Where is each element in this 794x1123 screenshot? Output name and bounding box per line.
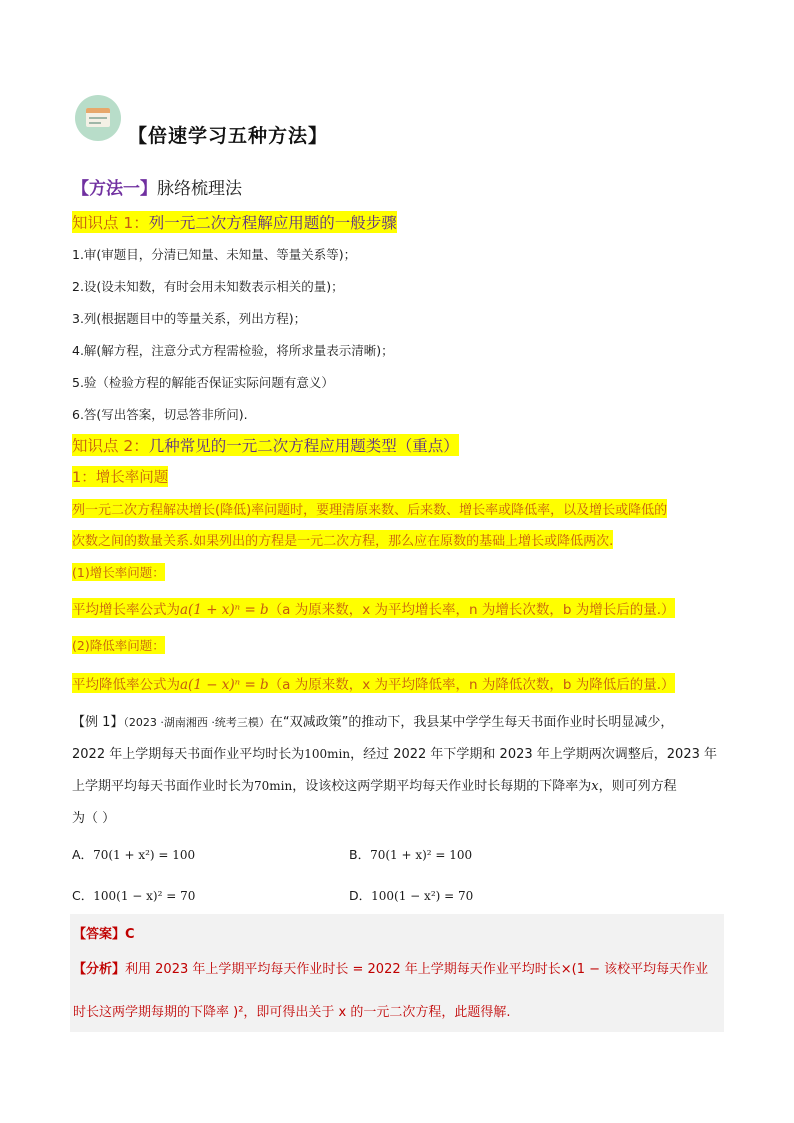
- intro-line-2: 次数之间的数量关系.如果列出的方程是一元二次方程，那么应在原数的基础上增长或降低两次.: [72, 530, 613, 549]
- example-text-3c: ，则可列方程: [598, 779, 677, 794]
- analysis-line-1: [73, 958, 708, 977]
- decline-prefix: 平均降低率公式为: [72, 677, 180, 693]
- growth-prefix: 平均增长率公式为: [72, 602, 180, 618]
- answer-box: [70, 914, 724, 1032]
- decline-label: (2)降低率问题：: [72, 638, 165, 653]
- book-icon: [75, 95, 121, 141]
- example-line-3: [72, 775, 677, 794]
- growth-label: (1)增长率问题：: [72, 565, 165, 580]
- method-label: 【方法一】: [72, 179, 157, 199]
- page-title: 【倍速学习五种方法】: [128, 125, 329, 147]
- kp2-title: 几种常见的一元二次方程应用题类型（重点）: [148, 437, 459, 455]
- type1-label: 1：增长率问题: [72, 466, 168, 487]
- option-a-key: A．: [72, 847, 94, 862]
- kp1-title: 列一元二次方程解应用题的一般步骤: [148, 214, 397, 232]
- method-heading: [72, 174, 242, 199]
- example-text-3b: ，设该校这两学期平均每天作业时长每期的下降率为: [292, 779, 592, 794]
- option-c-key: C．: [72, 888, 94, 903]
- analysis-label: 【分析】: [73, 962, 126, 977]
- example-source: （2023 ·湖南湘西 ·统考三模）: [123, 716, 270, 729]
- answer-label: 【答案】: [73, 927, 126, 942]
- option-a-expr: 70(1 + x²) = 100: [93, 848, 196, 862]
- option-d[interactable]: [349, 886, 473, 904]
- step-1: 1.审(审题目，分清已知量、未知量、等量关系等)；: [72, 247, 357, 262]
- step-4: 4.解(解方程，注意分式方程需检验，将所求量表示清晰)；: [72, 343, 394, 358]
- step-3: 3.列(根据题目中的等量关系，列出方程)；: [72, 311, 307, 326]
- example-text-2a: 2022 年上学期每天书面作业平均时长为: [72, 747, 305, 762]
- example-value-1: 100min: [304, 747, 351, 761]
- method-name: 脉络梳理法: [157, 179, 242, 199]
- answer-value: C: [125, 927, 135, 942]
- kp2-label: 知识点 2：: [72, 437, 149, 455]
- step-5: 5.验（检验方程的解能否保证实际问题有意义）: [72, 375, 334, 390]
- knowledge-point-2: [72, 434, 459, 456]
- growth-explain: （a 为原来数，x 为平均增长率，n 为增长次数，b 为增长后的量.）: [268, 602, 675, 618]
- growth-formula: a(1 + x)ⁿ = b: [180, 602, 269, 618]
- analysis-line-2: 时长这两学期每期的下降率 )²，即可得出关于 x 的一元二次方程，此题得解.: [73, 1005, 511, 1020]
- step-6: 6.答(写出答案，切忌答非所问).: [72, 407, 248, 422]
- example-variable: x: [591, 779, 599, 794]
- step-2: 2.设(设未知数，有时会用未知数表示相关的量)；: [72, 279, 344, 294]
- answer-line: [73, 923, 135, 942]
- decline-formula-line: [72, 673, 675, 693]
- example-text-1: 在“双减政策”的推动下，我县某中学学生每天书面作业时长明显减少，: [269, 715, 674, 730]
- example-value-2: 70min: [254, 779, 293, 793]
- example-tag: 【例 1】: [72, 715, 124, 730]
- decline-formula: a(1 − x)ⁿ = b: [180, 677, 269, 693]
- option-d-key: D．: [349, 888, 372, 903]
- intro-line-1: 列一元二次方程解决增长(降低)率问题时，要理清原来数、后来数、增长率或降低率，以及增长或降低的: [72, 499, 667, 518]
- option-b[interactable]: [349, 845, 472, 863]
- kp1-label: 知识点 1：: [72, 214, 149, 232]
- example-line-1: [72, 711, 673, 730]
- growth-formula-line: [72, 598, 675, 618]
- option-c-expr: 100(1 − x)² = 70: [93, 889, 196, 903]
- decline-explain: （a 为原来数，x 为平均降低率，n 为降低次数，b 为降低后的量.）: [268, 677, 675, 693]
- option-d-expr: 100(1 − x²) = 70: [371, 889, 474, 903]
- example-text-2b: ，经过 2022 年下学期和 2023 年上学期两次调整后，2023 年: [350, 747, 717, 762]
- option-a[interactable]: [72, 845, 195, 863]
- knowledge-point-1: [72, 211, 397, 233]
- option-c[interactable]: [72, 886, 195, 904]
- option-b-expr: 70(1 + x)² = 100: [370, 848, 473, 862]
- example-text-3a: 上学期平均每天书面作业时长为: [72, 779, 255, 794]
- option-b-key: B．: [349, 847, 371, 862]
- example-line-2: [72, 743, 717, 762]
- example-line-4: 为（ ）: [72, 811, 116, 826]
- analysis-text-1: 利用 2023 年上学期平均每天作业时长 = 2022 年上学期每天作业平均时长×(1 − 该校平均每天作业: [125, 962, 709, 977]
